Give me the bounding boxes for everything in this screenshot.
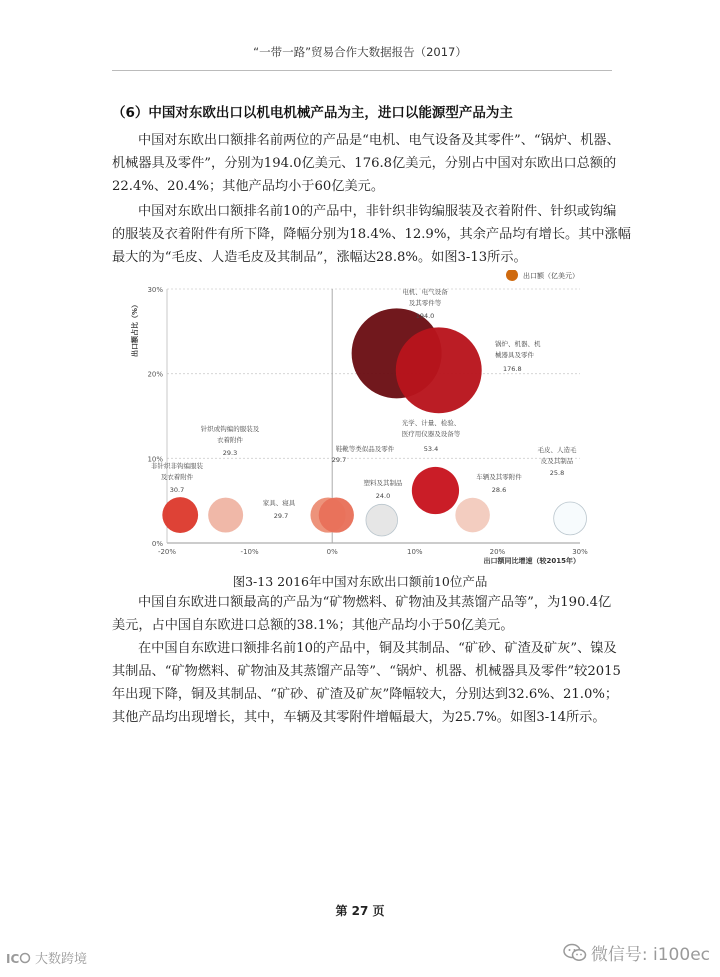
figure-caption: 图3-13 2016年中国对东欧出口额前10位产品 [232, 574, 488, 589]
paragraph-4 [112, 637, 621, 729]
watermark-right [563, 940, 710, 965]
bubble-point [554, 502, 587, 535]
paragraph-line: 的服装及衣着附件有所下降，降幅分别为18.4%、12.9%，其余产品均有增长。其中涨幅 [112, 227, 631, 242]
paragraph-line: 最大的为“毛皮、人造毛皮及其制品”，涨幅达28.8%。如图3-13所示。 [112, 250, 527, 265]
header-rule [112, 70, 612, 71]
watermark-right-text: 微信号: i100ec [590, 945, 710, 965]
bubble-value-label: 30.7 [169, 486, 185, 494]
x-tick-label: 10% [407, 548, 423, 556]
legend-label: 出口额（亿美元） [523, 272, 579, 280]
wechat-icon [563, 943, 587, 963]
paragraph-line: 年出现下降，铜及其制品、“矿砂、矿渣及矿灰”降幅较大，分别达到32.6%、21.0%； [112, 687, 619, 702]
bubble-value-label: 28.6 [491, 486, 507, 494]
bubble-chart [125, 270, 605, 570]
x-tick-label: 0% [326, 548, 338, 556]
bubble-label: 塑料及其制品 [363, 479, 403, 487]
x-tick-label: 30% [572, 548, 588, 556]
paragraph-3 [112, 591, 617, 637]
brand-logo-icon [6, 951, 32, 965]
bubble-label: 非针织非钩编服装 [151, 462, 203, 470]
svg-text:IC: IC [6, 951, 20, 965]
bubble-value-label: 194.0 [415, 312, 435, 320]
bubble-value-label: 24.0 [375, 492, 391, 500]
y-tick-label: 0% [151, 540, 163, 548]
bubble-label: 械器具及零件 [495, 351, 534, 359]
bubble-value-label: 25.8 [549, 469, 565, 477]
paragraph-line: 其制品、“矿物燃料、矿物油及其蒸馏产品等”、“锅炉、机器、机械器具及零件”较2015 [112, 664, 621, 679]
bubble-point [208, 498, 243, 533]
paragraph-line: 其他产品均出现增长，其中，车辆及其零附件增幅最大，为25.7%。如图3-14所示。 [112, 710, 606, 725]
y-axis-label: 出口额占比（%） [131, 300, 139, 358]
watermark-left-text: 大数跨境 [35, 952, 88, 967]
bubble-label: 车辆及其零附件 [476, 473, 522, 481]
x-tick-label: -10% [240, 548, 259, 556]
bubble-point [412, 467, 459, 514]
y-tick-label: 30% [147, 286, 163, 294]
x-tick-label: -20% [157, 548, 177, 556]
y-tick-label: 10% [147, 455, 163, 464]
bubble-value-label: 176.8 [503, 365, 522, 373]
paragraph-1 [112, 129, 620, 198]
paragraph-line: 在中国自东欧进口额排名前10的产品中，铜及其制品、“矿砂、矿渣及矿灰”、镍及 [138, 641, 617, 656]
bubble-value-label: 53.4 [423, 445, 439, 453]
paragraph-line: 22.4%、20.4%；其他产品均小于60亿美元。 [112, 179, 385, 194]
bubble-label: 皮及其制品 [540, 457, 574, 465]
bubble-label: 光学、计量、检验、 [401, 419, 461, 427]
bubble-label: 及其零件等 [408, 299, 442, 307]
bubble-label: 鞋靴等类似品及零件 [335, 445, 395, 453]
bubble-value-label: 29.3 [222, 449, 238, 457]
bubble-point [396, 327, 482, 413]
bubble-label: 针织或钩编的服装及 [200, 425, 260, 433]
bubble-label: 锅炉、机器、机 [495, 340, 541, 348]
paragraph-line: 中国自东欧进口额最高的产品为“矿物燃料、矿物油及其蒸馏产品等”，为190.4亿 [138, 595, 612, 610]
bubble-point [455, 498, 490, 533]
bubble-label: 衣着附件 [217, 436, 243, 444]
bubble-point [319, 497, 354, 532]
bubble-point [162, 497, 198, 533]
bubble-value-label: 29.7 [273, 512, 289, 520]
x-axis-label: 出口额同比增速（较2015年） [483, 557, 580, 565]
bubble-label: 电机、电气设备 [402, 288, 448, 296]
section-title: （6）中国对东欧出口以机电机械产品为主，进口以能源型产品为主 [112, 105, 513, 121]
y-tick-label: 20% [147, 370, 163, 379]
bubble-label: 及衣着附件 [160, 473, 194, 481]
bubble-label: 医疗用仪器及设备等 [401, 430, 461, 438]
page-header: “一带一路”贸易合作大数据报告（2017） [253, 45, 467, 59]
bubble-label: 毛皮、人造毛 [537, 446, 577, 454]
x-tick-label: 20% [489, 548, 506, 556]
page-number: 第 27 页 [335, 904, 385, 918]
legend-swatch [506, 270, 518, 281]
paragraph-line: 中国对东欧出口额排名前两位的产品是“电机、电气设备及其零件”、“锅炉、机器、 [138, 133, 620, 148]
bubble-value-label: 29.7 [331, 456, 347, 464]
paragraph-line: 中国对东欧出口额排名前10的产品中，非针织非钩编服装及衣着附件、针织或钩编 [138, 204, 617, 219]
paragraph-2 [112, 200, 631, 269]
watermark-left [6, 948, 87, 967]
bubble-point [366, 504, 398, 536]
paragraph-line: 机械器具及零件”，分别为194.0亿美元、176.8亿美元，分别占中国对东欧出口总额的 [112, 156, 617, 171]
bubble-chart-svg [125, 270, 605, 570]
bubble-label: 家具、寝具 [262, 499, 296, 507]
paragraph-line: 美元，占中国自东欧进口总额的38.1%；其他产品均小于50亿美元。 [112, 618, 514, 633]
